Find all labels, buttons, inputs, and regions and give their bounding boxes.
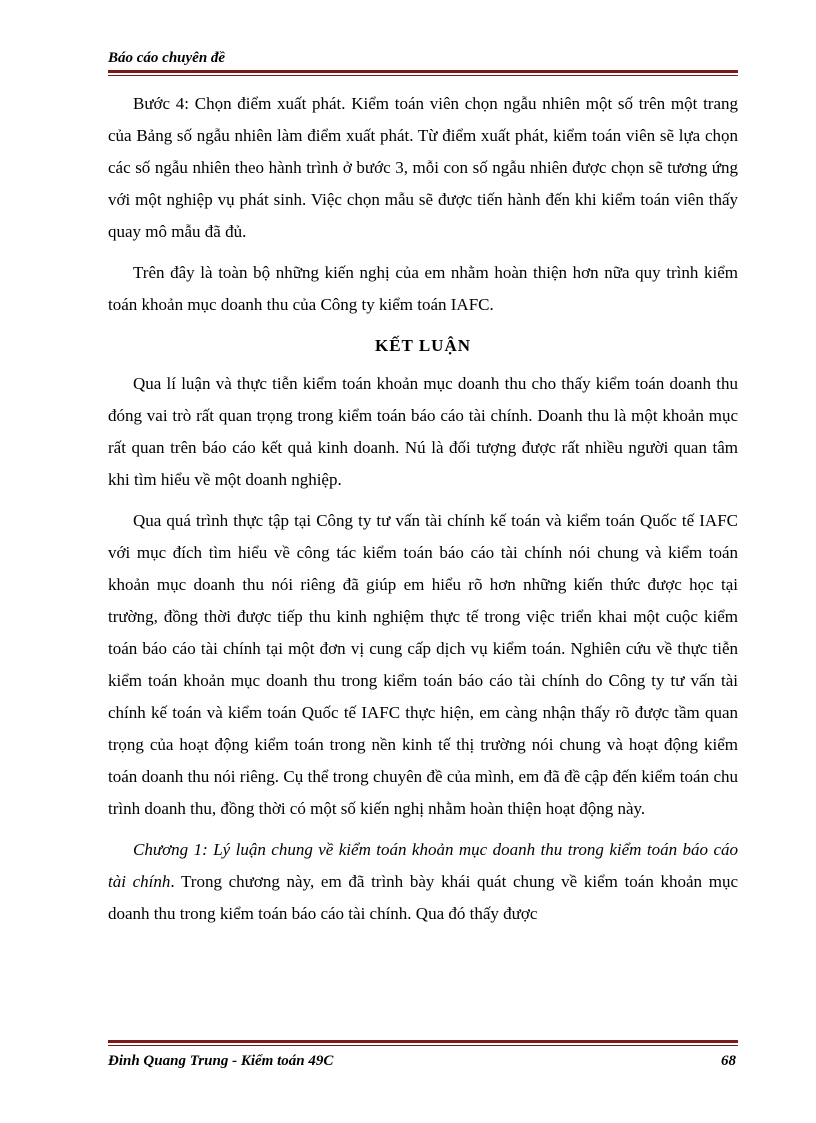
header-divider <box>108 70 738 76</box>
header-divider-thin <box>108 75 738 76</box>
page-body <box>108 88 738 939</box>
footer-divider-thick <box>108 1040 738 1043</box>
header-divider-thick <box>108 70 738 73</box>
page-number: 68 <box>721 1053 736 1069</box>
chapter-1-description: . Trong chương này, em đã trình bày khái quát chung về kiểm toán khoản mục doanh thu trong kiểm toán báo cáo tài chính. Qua đó thấy được <box>108 872 738 923</box>
paragraph-conclusion-1: Qua lí luận và thực tiễn kiểm toán khoản mục doanh thu cho thấy kiểm toán doanh thu đóng vai trò rất quan trọng trong kiểm toán báo cáo tài chính. Doanh thu là một khoản mục rất quan trên báo cáo kết quả kinh doanh. Nú là đối tượng được rất nhiều người quan tâm khi tìm hiểu về một doanh nghiệp. <box>108 374 738 489</box>
conclusion-heading: KẾT LUẬN <box>374 336 471 355</box>
footer-author: Đinh Quang Trung - Kiểm toán 49C <box>108 1053 334 1069</box>
paragraph-chapter-1-summary <box>108 834 738 930</box>
paragraph-recommendations-summary: Trên đây là toàn bộ những kiến nghị của em nhằm hoàn thiện hơn nữa quy trình kiểm toán khoản mục doanh thu của Công ty kiểm toán IAFC. <box>108 263 738 314</box>
footer-divider <box>108 1040 738 1046</box>
paragraph-step-4: Bước 4: Chọn điểm xuất phát. Kiểm toán viên chọn ngẫu nhiên một số trên một trang của Bảng số ngẫu nhiên làm điểm xuất phát. Từ điểm xuất phát, kiểm toán viên sẽ lựa chọn các số ngẫu nhiên theo hành trình ở bước 3, mỗi con số ngẫu nhiên được chọn sẽ tương ứng với một nghiệp vụ phát sinh. Việc chọn mẫu sẽ được tiến hành đến khi kiểm toán viên thấy quay mô mẫu đã đủ. <box>108 94 738 241</box>
header-title: Báo cáo chuyên đề <box>108 50 226 66</box>
footer-divider-thin <box>108 1045 738 1046</box>
paragraph-conclusion-2: Qua quá trình thực tập tại Công ty tư vấn tài chính kế toán và kiểm toán Quốc tế IAFC với mục đích tìm hiểu về công tác kiểm toán báo cáo tài chính nói chung và kiểm toán khoản mục doanh thu nói riêng đã giúp em hiểu rõ hơn những kiến thức được học tại trường, đồng thời được tiếp thu kinh nghiệm thực tế trong việc triển khai một cuộc kiểm toán báo cáo tài chính tại một đơn vị cung cấp dịch vụ kiểm toán. Nghiên cứu về thực tiễn kiểm toán khoản mục doanh thu trong kiểm toán báo cáo tài chính do Công ty tư vấn tài chính kế toán và kiểm toán Quốc tế IAFC thực hiện, em càng nhận thấy rõ được tầm quan trọng của hoạt động kiểm toán trong nền kinh tế thị trường nói chung và hoạt động kiểm toán doanh thu nói riêng. Cụ thể trong chuyên đề của mình, em đã đề cập đến kiểm toán chu trình doanh thu, đồng thời có một số kiến nghị nhằm hoàn thiện hoạt động này. <box>108 511 738 818</box>
chapter-1-title: Chương 1: Lý luận chung về kiểm toán khoản mục doanh thu trong kiểm toán báo cáo tài chính <box>108 840 738 891</box>
